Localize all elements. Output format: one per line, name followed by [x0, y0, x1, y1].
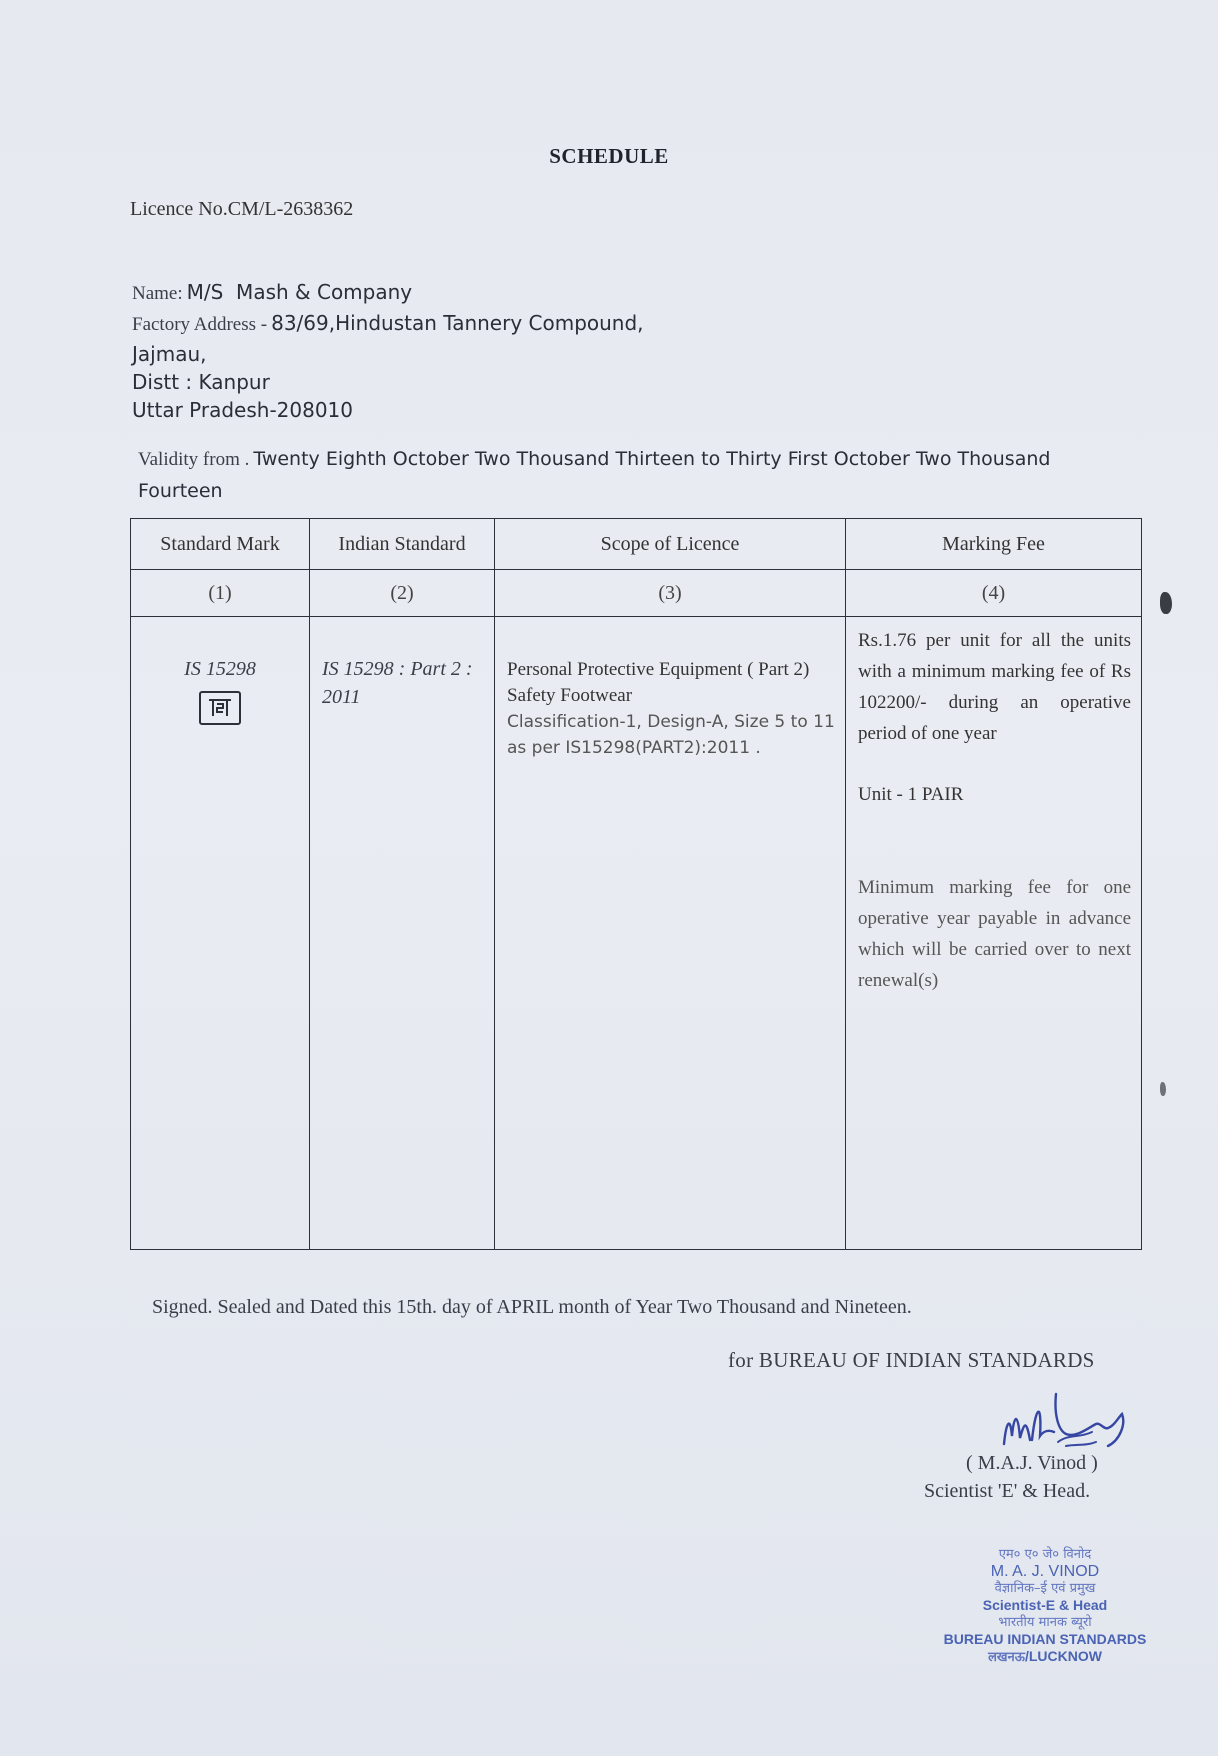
paper-punch-mark — [1160, 1082, 1166, 1096]
isi-mark-icon — [199, 691, 241, 725]
document-title: SCHEDULE — [549, 144, 669, 168]
validity-period: Twenty Eighth October Two Thousand Thirteen to Thirty First October Two Thousand Fourteen — [138, 448, 1051, 502]
column-number-row — [131, 570, 1142, 617]
scope-text-line2: Classification-1, Design-A, Size 5 to 11 as per IS15298(PART2):2011 . — [507, 712, 835, 758]
column-number-4: (4) — [846, 570, 1142, 617]
standard-mark-text: IS 15298 — [184, 658, 256, 680]
stamp-hindi-designation: वैज्ञानिक–ई एवं प्रमुख — [994, 1581, 1096, 1596]
table-row — [131, 617, 1142, 1250]
header-marking-fee: Marking Fee — [846, 519, 1142, 570]
column-number-3: (3) — [495, 570, 846, 617]
stamp-hindi-org: भारतीय मानक ब्यूरो — [998, 1615, 1092, 1630]
licence-number: CM/L-2638362 — [227, 198, 354, 220]
table-header-row — [131, 519, 1142, 570]
address-block — [132, 278, 644, 424]
validity-line — [138, 444, 1078, 508]
standard-mark-cell — [131, 617, 310, 1250]
scope-text-line1: Personal Protective Equipment ( Part 2) Safety Footwear — [507, 659, 810, 706]
column-number-1: (1) — [131, 570, 310, 617]
minimum-fee-text: Minimum marking fee for one operative year payable in advance which will be carried over to next renewal(s) — [858, 877, 1131, 991]
factory-address-label: Factory Address - — [132, 314, 268, 335]
scope-of-licence-cell — [495, 617, 846, 1250]
unit-text: Unit - 1 PAIR — [858, 784, 964, 805]
address-line-3: Distt : Kanpur — [132, 370, 270, 394]
stamp-city: /LUCKNOW — [1024, 1648, 1102, 1664]
name-label: Name: — [132, 283, 183, 304]
stamp-org: BUREAU INDIAN STANDARDS — [943, 1631, 1147, 1647]
licence-number-line — [130, 198, 353, 221]
stamp-designation: Scientist-E & Head — [982, 1597, 1108, 1613]
stamp-hindi-name: एम० ए० जे० विनोद — [998, 1547, 1092, 1562]
address-line-1: 83/69,Hindustan Tannery Compound, — [271, 311, 644, 335]
stamp-name: M. A. J. VINOD — [990, 1563, 1100, 1580]
header-standard-mark: Standard Mark — [131, 519, 310, 570]
company-name: M/S Mash & Company — [186, 280, 413, 304]
for-bureau-line: for BUREAU OF INDIAN STANDARDS — [728, 1348, 1095, 1372]
official-stamp — [920, 1546, 1170, 1666]
validity-label: Validity from . — [138, 449, 250, 470]
header-scope-of-licence: Scope of Licence — [495, 519, 846, 570]
signed-sealed-dated-line: Signed. Sealed and Dated this 15th. day of APRIL month of Year Two Thousand and Nineteen. — [152, 1296, 912, 1318]
schedule-table — [130, 518, 1142, 1250]
paper-punch-mark — [1160, 592, 1172, 614]
address-line-4: Uttar Pradesh-208010 — [132, 398, 354, 422]
fee-rate-text: Rs.1.76 per unit for all the units with a minimum marking fee of Rs 102200/- during an operative period of one year — [858, 630, 1131, 744]
address-line-2: Jajmau, — [132, 342, 207, 366]
marking-fee-cell — [846, 617, 1142, 1250]
stamp-hindi-city: लखनऊ — [988, 1650, 1025, 1665]
signatory-name: ( M.A.J. Vinod ) — [966, 1452, 1098, 1474]
column-number-2: (2) — [310, 570, 495, 617]
indian-standard-text: IS 15298 : Part 2 : 2011 — [322, 658, 473, 708]
licence-label: Licence No. — [130, 198, 228, 220]
header-indian-standard: Indian Standard — [310, 519, 495, 570]
indian-standard-cell — [310, 617, 495, 1250]
signatory-designation: Scientist 'E' & Head. — [924, 1480, 1091, 1502]
